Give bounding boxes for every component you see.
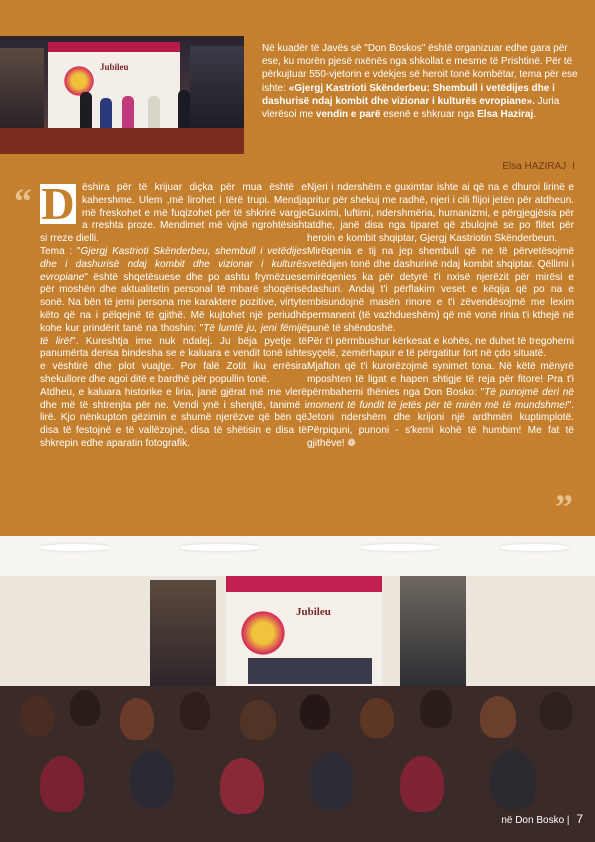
article-right-column (307, 182, 574, 451)
auditorium-photo (0, 536, 595, 842)
panel-table (248, 658, 372, 684)
end-mark-icon: ❁ (347, 437, 356, 449)
drop-cap: D (41, 178, 75, 229)
caption-jury: Juria vlerësoi me (262, 95, 560, 121)
caption-winner: Elsa Haziraj (477, 109, 534, 121)
magazine-name: në Don Bosko (501, 815, 565, 826)
banner-title: Jubileu (100, 62, 129, 72)
left-paragraph-2: Tema : "Gjergj Kastrioti Skënderbeu, shembull i vetëdijes dhe i dashurisë ndaj kombit dhe vizionar i kulturës evropiane" është shqetësuese dhe po ashtu frymëzuese për moshën dhe aktualitetin personal të mbarë shoqërisë sonë. Na bën të jemi persona me karaktere pozitive, virtyte këto që na i pëlqejnë të gjithë. Më kujtohet një periudhë kohe kur prindërit tanë na thoshin: "Të lumtë ju, jeni fëmijë të lirë!". Kureshtja ime nuk ndalej. Ju bëja pyetje të panumërta derisa bindesha se e kaluara e vendit tonë ishte e vështirë dhe plot vuajtje. Por falë Zotit iku errësira shekullore dhe agoi ditë e bardhë për popullin tonë. (40, 245, 307, 385)
right-paragraph-4: Mjafton që t'i kurorëzojmë synimet tona. Në këtë mënyrë mposhten të ligat e hapen shtigje të reja për fitore! Pra t'i përmbahemi thënies nga Don Bosko: "Të punojmë deri në moment të fundit të jetës për të mirën më të mundshme!". Jetoni ndershëm dhe krijoni një ardhmëri kuptimplotë. Përpiquni, punoni - s'kemi kohë të humbim! Me fat të gjithëve! ❁ (307, 361, 574, 449)
author-name: Elsa HAZIRAJ (502, 161, 567, 172)
caption-theme: «Gjergj Kastrioti Skënderbeu: Shembull i vetëdijes dhe i dashurisë ndaj kombit dhe vizionar i kulturës evropiane». (262, 82, 555, 107)
photo-caption: Në kuadër të Javës së "Don Boskos" është organizuar edhe gara për ese, ku morën pjesë nxënës nga shkollat e mesme të Prishtinë. Për të përkujtuar 550-vjetorin e vdekjes së heroit tonë kombëtar, tema për ese ishte: «Gjergj Kastrioti Skënderbeu: Shembull i vetëdijes dhe i dashurisë ndaj kombit dhe vizionar i kulturës evropiane». Juria vlerësoi me vendin e parë esenë e shkruar nga Elsa Haziraj. (262, 43, 578, 121)
closing-quote-mark: ” (555, 487, 573, 527)
page-footer (501, 812, 583, 826)
star-emblem (238, 608, 288, 658)
left-paragraph-1: ëshira për të krijuar diçka për mua është e kahershme. Ulem ,më lirohet i tërë trupi. Mendja më freskohet e më fuqizohet për të shkrirë vargje a rreshta proze. Mendimet më vijnë ngrohtësisht si rreze dielli. (40, 182, 307, 245)
page-number: 7 (576, 812, 583, 826)
right-paragraph-3: Për t'i përmbushur kërkesat e kohës, ne duhet të tregohemi syçelë, zemërhapur e të përgatitur fort në çdo situatë. (307, 335, 574, 360)
right-paragraph-1: Njeri i ndershëm e guximtar ishte ai që na e dhuroi lirinë e pritur për shekuj me radhë, njeri i cili flijoi jetën për atdheun. Guximi, luftimi, ndershmëria, humanizmi, e përgjegjësia për atdhe, janë disa nga tiparet që zbulojnë se po flitet për heroin e kombit shqiptar, Gjergj Kastriotin Skënderbeun. (307, 182, 574, 245)
caption-award-tail: esenë e shkruar nga (383, 109, 475, 121)
author-byline (502, 161, 575, 172)
caption-award: vendin e parë (315, 109, 381, 121)
article-left-column (40, 178, 307, 451)
award-ceremony-photo (0, 36, 244, 154)
festa-banner (48, 42, 180, 136)
skanderbeg-portrait (0, 48, 44, 130)
banner-title-large: Jubileu (296, 606, 331, 618)
don-bosco-portrait (190, 46, 244, 132)
skanderbeg-banner (150, 580, 216, 692)
opening-quote-mark: “ (14, 181, 32, 221)
caption-intro: Në kuadër të Javës së "Don Boskos" është organizuar edhe gara për ese, ku morën pjesë nxënës nga shkollat e mesme të Prishtinë. Për të përkujtuar 550-vjetorin e vdekjes së heroit tonë kombëtar, tema për ese ishte: (262, 43, 578, 94)
right-paragraph-2: Mirëqenia e tij na jep shembull që ne të përvetësojmë vetëdijen tonë dhe dashurinë ndaj kombit shqiptar. Qëllimi i mirëqenies ka për detyrë t'i nxisë njerëzit për mirësi e dashuri. Andaj t'i përflakim veset e këqija që po na e mbisundojnë masën rinore e t'i zëvendësojmë me lexim permanent (të vazhdueshëm) që më vonë rinia t'i kthejë në punë të shëndoshë. (307, 245, 574, 334)
don-bosco-banner (400, 576, 466, 694)
left-paragraph-3: Atdheu, e kaluara historike e liria, janë gjërat më me vlerë dhe më të shtrenjta për ne. Vendi ynë i shenjtë, tanimë i lirë. Kjo nënkupton gëzimin e shumë njerëzve që bën që disa të festojnë e të vallëzojnë, disa të shëtisin e disa të shkrepin edhe aparatin fotografik. (40, 386, 307, 449)
author-separator: I (572, 161, 575, 172)
footer-separator: | (566, 815, 570, 826)
